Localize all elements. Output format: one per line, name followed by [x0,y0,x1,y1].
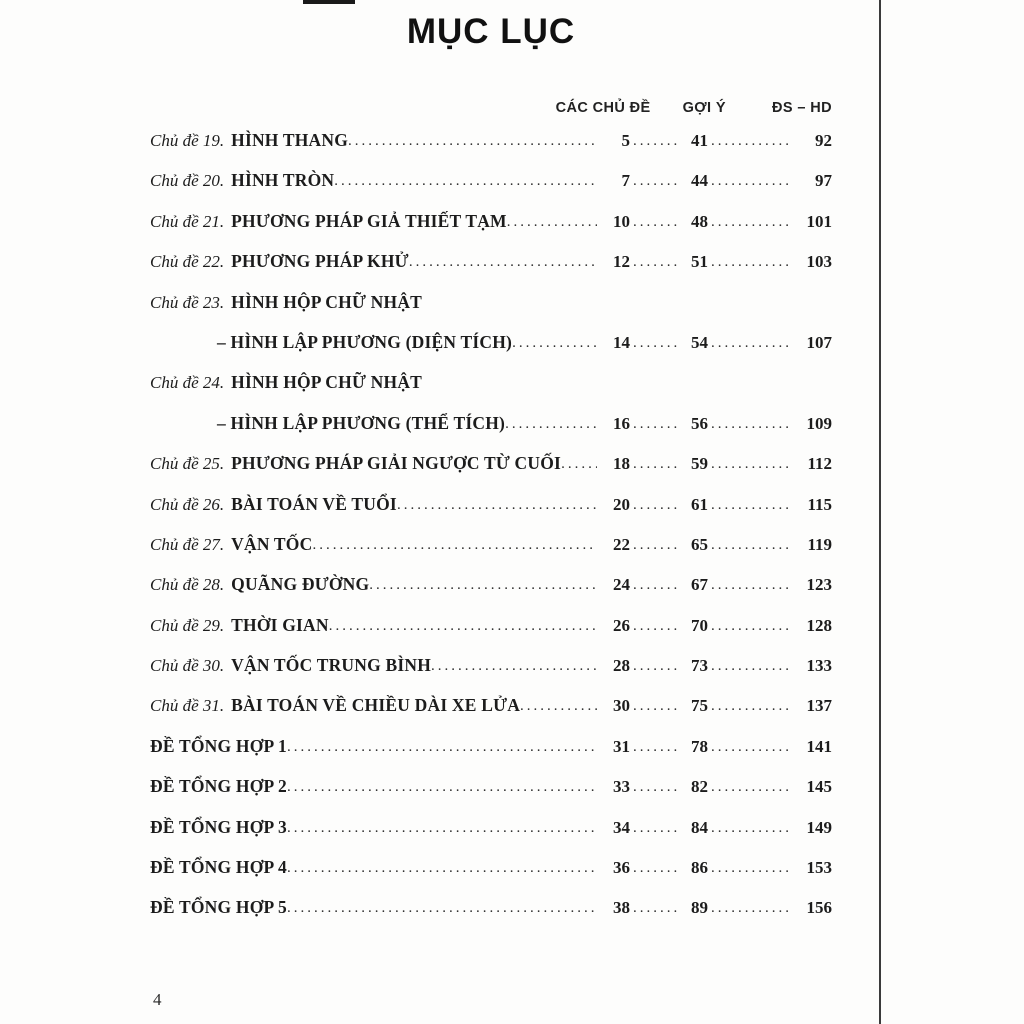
toc-row-continuation [150,332,832,372]
toc-entry-title: PHƯƠNG PHÁP GIẢI NGƯỢC TỪ CUỐI [231,453,562,474]
dot-leader [633,658,677,675]
hint-page: 67 [691,575,708,595]
toc-row [150,170,832,210]
answer-page: 123 [806,575,832,595]
toc-entry-prefix: Chủ đề 26. [150,494,225,514]
page-title: MỤC LỤC [406,12,576,51]
dot-leader [711,698,793,715]
toc-row [150,292,832,332]
dot-leader [633,456,677,473]
dot-leader [711,133,793,150]
topic-page: 7 [621,171,630,191]
dot-leader [711,658,793,675]
topic-page: 33 [613,777,630,797]
hint-page: 56 [691,413,708,433]
scan-artifact [303,0,355,4]
hint-page: 51 [691,252,708,272]
toc-entry-prefix: Chủ đề 25. [150,454,225,474]
topic-page: 26 [613,615,630,635]
dot-leader [409,254,597,271]
dot-leader [633,860,677,877]
toc-entry-title: PHƯƠNG PHÁP KHỬ [231,251,409,272]
toc-entry-title: ĐỀ TỔNG HỢP 3 [150,816,287,837]
dot-leader [633,739,677,756]
hint-page: 75 [691,696,708,716]
answer-page: 137 [806,696,832,716]
answer-page: 107 [806,332,832,352]
hint-page: 41 [691,131,708,150]
toc-entry-prefix: Chủ đề 28. [150,575,225,595]
dot-leader [334,173,597,190]
toc-row [150,251,832,291]
dot-leader [711,577,793,594]
dot-leader [329,618,597,635]
toc-entry-prefix: Chủ đề 20. [150,171,225,191]
toc-entry-prefix: Chủ đề 24. [150,373,225,393]
hint-page: 59 [691,454,708,474]
answer-page: 101 [806,211,832,231]
dot-leader [711,779,793,796]
hint-page: 89 [691,898,708,918]
toc-entry-title: ĐỀ TỔNG HỢP 2 [150,776,287,797]
toc-entry-title: BÀI TOÁN VỀ CHIỀU DÀI XE LỬA [231,695,521,716]
dot-leader [633,577,677,594]
dot-leader [431,658,597,675]
topic-page: 22 [613,534,630,554]
dot-leader [633,335,677,352]
topic-page: 38 [613,898,630,918]
hint-page: 73 [691,656,708,676]
toc-entry-title: – HÌNH LẬP PHƯƠNG (THỂ TÍCH) [217,412,506,433]
dot-leader [287,820,597,837]
hint-page: 54 [691,332,708,352]
toc-row [150,655,832,695]
dot-leader [711,537,793,554]
hint-page: 44 [691,171,708,191]
dot-leader [711,456,793,473]
answer-page: 115 [807,494,832,514]
dot-leader [633,254,677,271]
dot-leader [633,779,677,796]
hint-page: 48 [691,211,708,231]
toc-entry-title: ĐỀ TỔNG HỢP 5 [150,897,287,918]
page-edge-line [879,0,881,1024]
topic-page: 28 [613,656,630,676]
topic-page: 36 [613,858,630,878]
answer-page: 112 [807,454,832,474]
dot-leader [287,739,597,756]
answer-page: 92 [815,131,832,150]
toc-row [150,372,832,412]
dot-leader [711,900,793,917]
dot-leader [287,860,597,877]
toc-entry-title: BÀI TOÁN VỀ TUỔI [231,493,397,514]
answer-page: 119 [807,534,832,554]
topic-page: 14 [613,332,630,352]
dot-leader [369,577,597,594]
dot-leader [711,820,793,837]
answer-page: 97 [815,171,832,191]
toc-row [150,817,832,857]
toc-row [150,695,832,735]
topic-page: 18 [613,454,630,474]
dot-leader [633,133,677,150]
answer-page: 109 [806,413,832,433]
dot-leader [633,497,677,514]
answer-page: 141 [806,736,832,756]
toc-entry-title: QUÃNG ĐƯỜNG [231,574,370,595]
dot-leader [312,537,597,554]
answer-page: 149 [806,817,832,837]
hint-page: 70 [691,615,708,635]
dot-leader [711,214,793,231]
toc-entry-prefix: Chủ đề 31. [150,696,225,716]
dot-leader [633,416,677,433]
answer-page: 128 [806,615,832,635]
toc-content [150,100,832,938]
toc-row-continuation [150,413,832,453]
dot-leader [711,254,793,271]
dot-leader [520,698,597,715]
toc-entry-prefix: Chủ đề 30. [150,656,225,676]
dot-leader [711,497,793,514]
dot-leader [287,900,597,917]
topic-page: 34 [613,817,630,837]
toc-entry-title: THỜI GIAN [231,614,329,635]
dot-leader [633,820,677,837]
toc-entry-title: ĐỀ TỔNG HỢP 4 [150,857,287,878]
answer-page: 103 [806,252,832,272]
toc-entry-title: VẬN TỐC [231,533,313,554]
dot-leader [512,335,597,352]
toc-row [150,736,832,776]
toc-row [150,534,832,574]
toc-entry-title: HÌNH HỘP CHỮ NHẬT [231,291,423,312]
hint-page: 78 [691,736,708,756]
toc-entry-title: PHƯƠNG PHÁP GIẢ THIẾT TẠM [231,210,507,231]
answer-page: 156 [806,898,832,918]
answer-page: 153 [806,858,832,878]
dot-leader [397,497,597,514]
toc-entry-title: HÌNH THANG [231,130,349,150]
toc-list [150,130,832,938]
dot-leader [505,416,597,433]
toc-row [150,857,832,897]
toc-entry-prefix: Chủ đề 19. [150,131,225,150]
toc-entry-title: – HÌNH LẬP PHƯƠNG (DIỆN TÍCH) [217,331,513,352]
toc-row [150,776,832,816]
toc-row [150,453,832,493]
dot-leader [633,173,677,190]
dot-leader [633,698,677,715]
dot-leader [348,133,597,150]
column-header-answers: ĐS – HD [771,100,832,116]
answer-page: 145 [806,777,832,797]
dot-leader [711,416,793,433]
hint-page: 86 [691,858,708,878]
dot-leader [507,214,597,231]
hint-page: 65 [691,534,708,554]
dot-leader [711,618,793,635]
dot-leader [711,173,793,190]
dot-leader [711,335,793,352]
toc-entry-title: HÌNH HỘP CHỮ NHẬT [231,372,423,393]
answer-page: 133 [806,656,832,676]
hint-page: 61 [691,494,708,514]
topic-page: 24 [613,575,630,595]
dot-leader [287,779,597,796]
toc-row [150,615,832,655]
toc-entry-title: ĐỀ TỔNG HỢP 1 [150,735,287,756]
dot-leader [633,618,677,635]
toc-row [150,494,832,534]
toc-column-headers [150,100,832,116]
topic-page: 30 [613,696,630,716]
toc-entry-prefix: Chủ đề 23. [150,292,225,312]
toc-entry-title: VẬN TỐC TRUNG BÌNH [231,655,432,676]
hint-page: 82 [691,777,708,797]
dot-leader [633,900,677,917]
dot-leader [561,456,597,473]
toc-row [150,130,832,170]
dot-leader [633,214,677,231]
dot-leader [711,739,793,756]
toc-entry-prefix: Chủ đề 21. [150,211,225,231]
topic-page: 31 [613,736,630,756]
column-header-hints: GỢI Ý [682,100,726,116]
topic-page: 10 [613,211,630,231]
toc-entry-prefix: Chủ đề 22. [150,252,225,272]
topic-page: 16 [613,413,630,433]
dot-leader [633,537,677,554]
column-header-topics: CÁC CHỦ ĐỀ [555,100,651,116]
toc-entry-prefix: Chủ đề 27. [150,534,225,554]
toc-entry-title: HÌNH TRÒN [231,170,335,191]
dot-leader [711,860,793,877]
toc-row [150,574,832,614]
topic-page: 12 [613,252,630,272]
toc-entry-prefix: Chủ đề 29. [150,615,225,635]
toc-row [150,211,832,251]
page-number: 4 [153,990,162,1009]
toc-row [150,897,832,937]
topic-page: 5 [621,131,630,150]
hint-page: 84 [691,817,708,837]
topic-page: 20 [613,494,630,514]
